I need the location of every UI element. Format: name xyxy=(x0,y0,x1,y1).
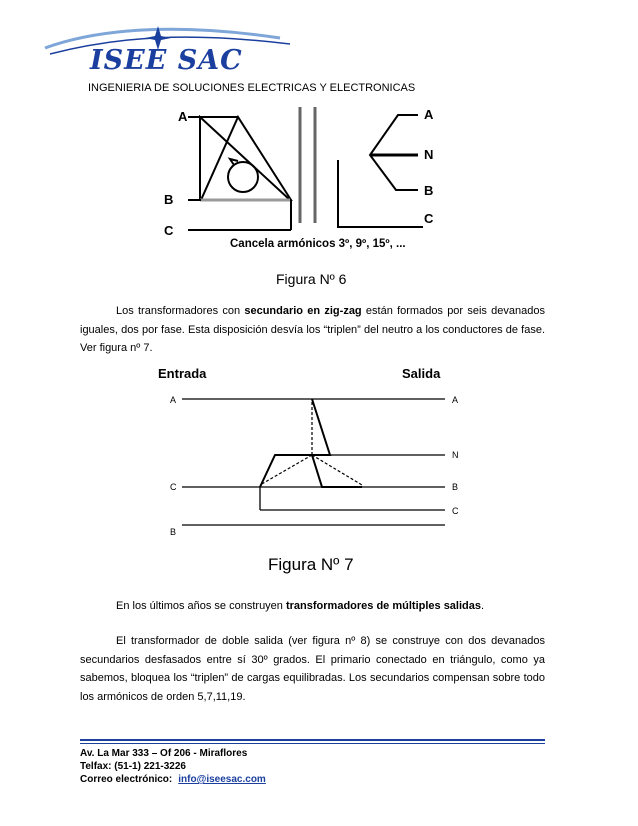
fig7-left-a: A xyxy=(170,395,177,405)
fig7-right-c: C xyxy=(452,506,459,516)
footer-email-label: Correo electrónico: xyxy=(80,774,173,785)
fig7-left-c: C xyxy=(170,482,177,492)
logo-text: ISEE SAC xyxy=(90,45,243,76)
fig7-input-label: Entrada xyxy=(158,366,207,381)
fig6-label-b-right: B xyxy=(424,183,434,198)
header-subtitle: INGENIERIA DE SOLUCIONES ELECTRICAS Y ELECTRONICAS xyxy=(88,82,416,94)
footer-email-link[interactable]: info@iseesac.com xyxy=(178,774,266,785)
p2-after: . xyxy=(481,600,485,612)
footer-email-row xyxy=(80,774,266,785)
footer-phone: Telfax: (51-1) 221-3226 xyxy=(80,761,186,772)
p1-bold: secundario en zig-zag xyxy=(244,305,362,317)
fig7-output-label: Salida xyxy=(402,366,441,381)
fig6-label-n-right: N xyxy=(424,147,434,162)
fig7-right-a: A xyxy=(452,395,459,405)
fig7-left-b: B xyxy=(170,527,177,537)
fig6-label-c-left: C xyxy=(164,223,174,238)
paragraph-double-output: El transformador de doble salida (ver figura nº 8) se construye con dos devanados secundarios desfasados entre sí 30º grados. El primario conectado en triángulo, como ya sabemos, bloquea los “triplen” de cargas equilibradas. Los secundarios compensan sobre todo los armónicos de orden 5,7,11,19. xyxy=(80,635,545,703)
fig7-caption: Figura Nº 7 xyxy=(268,555,354,574)
fig6-caption: Figura Nº 6 xyxy=(276,271,347,287)
fig6-label-a-right: A xyxy=(424,107,434,122)
footer-divider xyxy=(80,739,545,741)
p1-before: Los transformadores con xyxy=(116,305,245,317)
p1-after: están formados por seis devanados iguales, dos por fase. Esta disposición desvía los “triplen” del neutro a los conductores de fase. Ver figura nº 7. xyxy=(80,305,545,354)
fig7-right-b: B xyxy=(452,482,459,492)
p2-before: En los últimos años se construyen xyxy=(116,600,286,612)
figure-7 xyxy=(140,360,480,585)
fig6-label-b-left: B xyxy=(164,192,174,207)
footer-divider-thin xyxy=(80,743,545,744)
fig6-note: Cancela armónicos 3º, 9º, 15º, ... xyxy=(230,238,406,250)
fig7-right-n: N xyxy=(452,450,459,460)
footer-address: Av. La Mar 333 – Of 206 - Miraflores xyxy=(80,748,248,759)
paragraph-multiple-outputs xyxy=(80,597,545,616)
figure-6 xyxy=(148,95,468,295)
p2-bold: transformadores de múltiples salidas xyxy=(285,600,481,612)
paragraph-zigzag xyxy=(80,302,545,358)
fig6-label-a-left: A xyxy=(178,109,188,124)
fig6-label-c-right: C xyxy=(424,211,434,226)
